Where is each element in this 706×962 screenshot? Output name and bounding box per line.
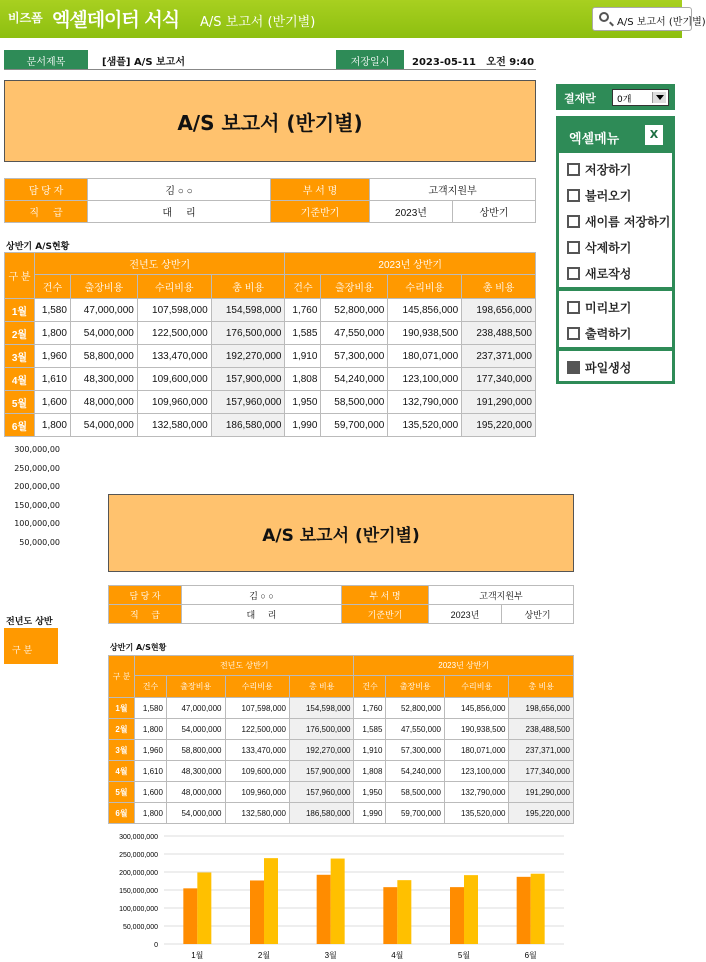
period-prev-header-2: 전년도 상반기 <box>135 656 354 676</box>
data-cell: 180,071,000 <box>388 345 462 368</box>
data-cell-2: 1,610 <box>135 761 167 782</box>
data-cell: 176,500,000 <box>211 322 285 345</box>
month-cell-2: 1월 <box>109 698 135 719</box>
data-cell-2: 48,000,000 <box>166 782 225 803</box>
table-row <box>5 368 536 391</box>
data-cell: 109,960,000 <box>137 391 211 414</box>
column-header-2: 수리비용 <box>225 676 289 698</box>
as-status-table <box>4 252 536 437</box>
data-cell-2: 47,550,000 <box>386 719 445 740</box>
data-cell: 195,220,000 <box>462 414 536 437</box>
excel-menu-label: 엑셀메뉴 <box>569 132 620 147</box>
chart-bar <box>264 858 278 944</box>
month-cell: 3월 <box>5 345 35 368</box>
data-cell: 237,371,000 <box>462 345 536 368</box>
doc-title-value[interactable]: [샘플] A/S 보고서 <box>102 57 185 68</box>
manager-label-2: 담 당 자 <box>109 586 182 605</box>
data-cell: 177,340,000 <box>462 368 536 391</box>
chart-x-tick: 3월 <box>324 951 337 960</box>
chart-y-tick: 250,000,000 <box>119 852 158 859</box>
manager-value-2: 김 ○ ○ <box>182 586 342 605</box>
table-row-2 <box>109 803 574 824</box>
month-cell: 4월 <box>5 368 35 391</box>
column-header-2: 출장비용 <box>166 676 225 698</box>
menu-item-folder[interactable] <box>559 353 672 379</box>
chart-bar <box>517 877 531 944</box>
data-cell-2: 48,300,000 <box>166 761 225 782</box>
dept-label-2: 부 서 명 <box>342 586 429 605</box>
partial-axis-tick: 100,000,00 <box>14 519 60 528</box>
chart-x-tick: 6월 <box>524 951 537 960</box>
sidebar <box>556 84 675 384</box>
data-cell-2: 109,960,000 <box>225 782 289 803</box>
partial-axis-tick: 250,000,00 <box>14 463 60 473</box>
as-status-table-2 <box>108 655 574 824</box>
chart-bar <box>183 888 197 944</box>
menu-item-label: 불러오기 <box>585 189 632 203</box>
chart-y-tick: 200,000,000 <box>119 870 158 877</box>
data-cell: 1,990 <box>285 414 321 437</box>
menu-item-label: 삭제하기 <box>585 241 632 255</box>
data-cell: 1,800 <box>35 414 71 437</box>
chart-bar <box>450 887 464 944</box>
chart-x-tick: 4월 <box>391 951 404 960</box>
data-cell: 47,550,000 <box>321 322 388 345</box>
menu-item-label: 미리보기 <box>585 301 632 315</box>
data-cell: 191,290,000 <box>462 391 536 414</box>
menu-item-trash[interactable] <box>559 233 672 259</box>
period-label-2: 기준반기 <box>342 605 429 624</box>
data-cell-2: 132,580,000 <box>225 803 289 824</box>
chart-y-tick: 300,000,000 <box>119 834 158 841</box>
data-cell-2: 122,500,000 <box>225 719 289 740</box>
chevron-down-icon[interactable] <box>652 92 666 103</box>
data-cell: 109,600,000 <box>137 368 211 391</box>
docinfo-divider <box>4 69 536 70</box>
data-cell-2: 1,580 <box>135 698 167 719</box>
group-header-2: 구 분 <box>109 656 135 698</box>
data-cell-2: 154,598,000 <box>290 698 354 719</box>
approval-label: 결재란 <box>564 92 596 105</box>
data-cell: 59,700,000 <box>321 414 388 437</box>
table-row-2 <box>109 698 574 719</box>
brand-logo: 비즈폼 <box>8 11 43 25</box>
chart-y-tick: 150,000,000 <box>119 888 158 895</box>
rank-value-2: 대 리 <box>182 605 342 624</box>
column-header: 건수 <box>285 275 321 299</box>
data-cell: 145,856,000 <box>388 299 462 322</box>
column-header-row <box>5 275 536 299</box>
table-row-2 <box>109 761 574 782</box>
menu-item-label: 새이름 저장하기 <box>585 215 671 229</box>
menu-item-save-as[interactable] <box>559 207 672 233</box>
data-cell-2: 192,270,000 <box>290 740 354 761</box>
data-cell-2: 1,800 <box>135 803 167 824</box>
chart-x-tick: 2월 <box>257 951 271 960</box>
data-cell: 57,300,000 <box>321 345 388 368</box>
dept-label: 부 서 명 <box>271 179 370 201</box>
menu-item-open[interactable] <box>559 181 672 207</box>
excel-icon: X <box>645 125 663 145</box>
year-value-2: 2023년 <box>429 605 502 624</box>
table-row <box>5 414 536 437</box>
data-cell-2: 238,488,500 <box>509 719 574 740</box>
report-title-2: A/S 보고서 (반기별) <box>108 494 574 572</box>
data-cell: 54,240,000 <box>321 368 388 391</box>
column-header-2: 수리비용 <box>445 676 509 698</box>
excel-menu-title <box>559 119 672 153</box>
data-cell: 47,000,000 <box>70 299 137 322</box>
data-cell: 238,488,500 <box>462 322 536 345</box>
app-header <box>0 0 706 38</box>
approval-select-value: 0개 <box>617 95 632 105</box>
data-cell: 1,610 <box>35 368 71 391</box>
data-cell: 1,580 <box>35 299 71 322</box>
data-cell-2: 57,300,000 <box>386 740 445 761</box>
data-cell-2: 123,100,000 <box>445 761 509 782</box>
data-cell-2: 59,700,000 <box>386 803 445 824</box>
search-value: A/S 보고서 (반기별) <box>617 17 706 28</box>
table-row <box>5 322 536 345</box>
document-subtitle: A/S 보고서 (반기별) <box>200 15 316 30</box>
data-cell: 52,800,000 <box>321 299 388 322</box>
data-cell: 157,900,000 <box>211 368 285 391</box>
search-input[interactable] <box>592 7 706 31</box>
period-label: 기준반기 <box>271 201 370 223</box>
year-value[interactable]: 2023년 <box>370 201 453 223</box>
excel-menu <box>556 116 675 384</box>
folder-icon <box>567 361 580 374</box>
menu-item-label: 새로작성 <box>585 267 632 281</box>
save-as-icon <box>567 215 580 228</box>
doc-title-label: 문서제목 <box>4 50 88 69</box>
menu-item-save[interactable] <box>559 155 672 181</box>
new-document-icon <box>567 267 580 280</box>
data-cell-2: 52,800,000 <box>386 698 445 719</box>
column-header-2: 건수 <box>135 676 167 698</box>
column-header: 출장비용 <box>321 275 388 299</box>
rank-label-2: 직 급 <box>109 605 182 624</box>
dept-value[interactable]: 고객지원부 <box>370 179 536 201</box>
data-cell-2: 54,240,000 <box>386 761 445 782</box>
data-cell: 133,470,000 <box>137 345 211 368</box>
data-cell-2: 109,600,000 <box>225 761 289 782</box>
data-cell-2: 198,656,000 <box>509 698 574 719</box>
data-cell-2: 107,598,000 <box>225 698 289 719</box>
period-curr-header-2: 2023년 상반기 <box>354 656 574 676</box>
data-cell-2: 1,800 <box>135 719 167 740</box>
chart-bar <box>250 880 264 944</box>
chart-bar <box>383 887 397 944</box>
data-cell: 54,000,000 <box>70 414 137 437</box>
saved-at-label: 저장일시 <box>336 50 404 69</box>
rank-label: 직 급 <box>5 201 88 223</box>
data-cell: 1,950 <box>285 391 321 414</box>
approval-panel <box>556 84 675 110</box>
chart-bar <box>531 874 545 944</box>
partial-axis-tick: 300,000,00 <box>14 445 60 454</box>
month-cell-2: 5월 <box>109 782 135 803</box>
partial-section-title: 전년도 상반 <box>6 617 53 627</box>
data-cell: 1,600 <box>35 391 71 414</box>
section-title-2: 상반기 A/S현황 <box>110 643 167 652</box>
save-icon <box>567 163 580 176</box>
column-header-2: 건수 <box>354 676 386 698</box>
column-header: 건수 <box>35 275 71 299</box>
data-cell-2: 145,856,000 <box>445 698 509 719</box>
table-row <box>5 299 536 322</box>
chart-x-tick: 1월 <box>191 951 204 960</box>
month-cell-2: 2월 <box>109 719 135 740</box>
half-value[interactable]: 상반기 <box>453 201 536 223</box>
data-cell: 132,580,000 <box>137 414 211 437</box>
data-cell-2: 1,910 <box>354 740 386 761</box>
data-cell-2: 135,520,000 <box>445 803 509 824</box>
data-cell-2: 132,790,000 <box>445 782 509 803</box>
month-cell-2: 4월 <box>109 761 135 782</box>
data-cell-2: 190,938,500 <box>445 719 509 740</box>
data-cell: 107,598,000 <box>137 299 211 322</box>
partial-group-header: 구 분 <box>4 628 58 664</box>
approval-select[interactable] <box>612 89 669 106</box>
data-cell: 1,910 <box>285 345 321 368</box>
data-cell: 1,800 <box>35 322 71 345</box>
data-cell: 48,000,000 <box>70 391 137 414</box>
menu-group-file <box>559 153 672 287</box>
data-cell: 1,960 <box>35 345 71 368</box>
column-header-2: 총 비용 <box>290 676 354 698</box>
data-cell: 58,800,000 <box>70 345 137 368</box>
data-cell-2: 58,800,000 <box>166 740 225 761</box>
data-cell-2: 54,000,000 <box>166 719 225 740</box>
chart-y-tick: 100,000,000 <box>119 906 158 913</box>
data-cell-2: 1,950 <box>354 782 386 803</box>
chart-y-tick: 50,000,000 <box>122 924 158 931</box>
data-cell: 54,000,000 <box>70 322 137 345</box>
menu-item-label: 저장하기 <box>585 163 632 177</box>
data-cell: 132,790,000 <box>388 391 462 414</box>
half-value-2: 상반기 <box>502 605 574 624</box>
data-cell-2: 1,990 <box>354 803 386 824</box>
partial-axis-tick: 50,000,00 <box>19 537 60 547</box>
column-header-2: 출장비용 <box>386 676 445 698</box>
search-icon <box>599 12 609 22</box>
table-row-2 <box>109 740 574 761</box>
data-cell: 186,580,000 <box>211 414 285 437</box>
data-cell: 135,520,000 <box>388 414 462 437</box>
data-cell: 48,300,000 <box>70 368 137 391</box>
month-cell: 1월 <box>5 299 35 322</box>
data-cell-2: 133,470,000 <box>225 740 289 761</box>
partial-axis-tick: 200,000,00 <box>14 482 60 491</box>
group-header: 구 분 <box>5 253 35 299</box>
data-cell: 1,585 <box>285 322 321 345</box>
data-cell-2: 237,371,000 <box>509 740 574 761</box>
data-cell-2: 186,580,000 <box>290 803 354 824</box>
data-cell-2: 1,808 <box>354 761 386 782</box>
chart-bar <box>197 872 211 944</box>
data-cell: 190,938,500 <box>388 322 462 345</box>
manager-label: 담 당 자 <box>5 179 88 201</box>
column-header: 출장비용 <box>70 275 137 299</box>
data-cell-2: 191,290,000 <box>509 782 574 803</box>
column-header: 총 비용 <box>211 275 285 299</box>
chart-bar <box>331 859 345 944</box>
data-cell: 123,100,000 <box>388 368 462 391</box>
column-header: 수리비용 <box>388 275 462 299</box>
section-title: 상반기 A/S현황 <box>6 242 70 252</box>
data-cell-2: 1,760 <box>354 698 386 719</box>
info-table-2 <box>108 585 574 624</box>
print-icon <box>567 327 580 340</box>
data-cell-2: 58,500,000 <box>386 782 445 803</box>
menu-item-preview[interactable] <box>559 293 672 319</box>
data-cell-2: 177,340,000 <box>509 761 574 782</box>
column-header-row-2 <box>109 676 574 698</box>
total-cost-bar-chart <box>108 830 574 962</box>
table-row <box>5 345 536 368</box>
menu-item-label: 출력하기 <box>585 327 632 341</box>
rank-value[interactable]: 대 리 <box>88 201 271 223</box>
chart-bar <box>317 875 331 944</box>
data-cell-2: 157,960,000 <box>290 782 354 803</box>
chart-x-tick: 5월 <box>457 951 471 960</box>
partial-axis-tick: 150,000,00 <box>14 500 60 510</box>
chart-bar <box>464 875 478 944</box>
data-cell-2: 195,220,000 <box>509 803 574 824</box>
table-row <box>5 391 536 414</box>
preview-icon <box>567 301 580 314</box>
data-cell: 192,270,000 <box>211 345 285 368</box>
table-row-2 <box>109 719 574 740</box>
chart-y-tick: 0 <box>154 942 158 949</box>
menu-group-print <box>559 291 672 347</box>
column-header: 총 비용 <box>462 275 536 299</box>
data-cell: 157,960,000 <box>211 391 285 414</box>
manager-value[interactable]: 김 ○ ○ <box>88 179 271 201</box>
trash-icon <box>567 241 580 254</box>
dept-value-2: 고객지원부 <box>429 586 574 605</box>
month-cell-2: 3월 <box>109 740 135 761</box>
column-header: 수리비용 <box>137 275 211 299</box>
report-title: A/S 보고서 (반기별) <box>4 80 536 162</box>
month-cell: 5월 <box>5 391 35 414</box>
period-prev-header: 전년도 상반기 <box>35 253 285 275</box>
period-curr-header: 2023년 상반기 <box>285 253 536 275</box>
menu-group-export <box>559 351 672 381</box>
table-row-2 <box>109 782 574 803</box>
data-cell-2: 1,585 <box>354 719 386 740</box>
data-cell: 122,500,000 <box>137 322 211 345</box>
menu-item-print[interactable] <box>559 319 672 345</box>
menu-item-label: 파일생성 <box>585 361 632 375</box>
data-cell-2: 54,000,000 <box>166 803 225 824</box>
data-cell-2: 47,000,000 <box>166 698 225 719</box>
data-cell: 1,808 <box>285 368 321 391</box>
data-cell-2: 157,900,000 <box>290 761 354 782</box>
menu-item-new-document[interactable] <box>559 259 672 285</box>
column-header-2: 총 비용 <box>509 676 574 698</box>
data-cell: 198,656,000 <box>462 299 536 322</box>
open-icon <box>567 189 580 202</box>
partial-chart-axis <box>0 445 60 556</box>
data-cell-2: 1,600 <box>135 782 167 803</box>
saved-at-value: 2023-05-11 오전 9:40 <box>412 57 535 68</box>
month-cell-2: 6월 <box>109 803 135 824</box>
month-cell: 2월 <box>5 322 35 345</box>
month-cell: 6월 <box>5 414 35 437</box>
chart-bar <box>397 880 411 944</box>
app-title: 엑셀데이터 서식 <box>52 9 180 31</box>
data-cell: 1,760 <box>285 299 321 322</box>
data-cell-2: 176,500,000 <box>290 719 354 740</box>
info-table <box>4 178 536 223</box>
data-cell: 58,500,000 <box>321 391 388 414</box>
data-cell-2: 180,071,000 <box>445 740 509 761</box>
data-cell-2: 1,960 <box>135 740 167 761</box>
data-cell: 154,598,000 <box>211 299 285 322</box>
